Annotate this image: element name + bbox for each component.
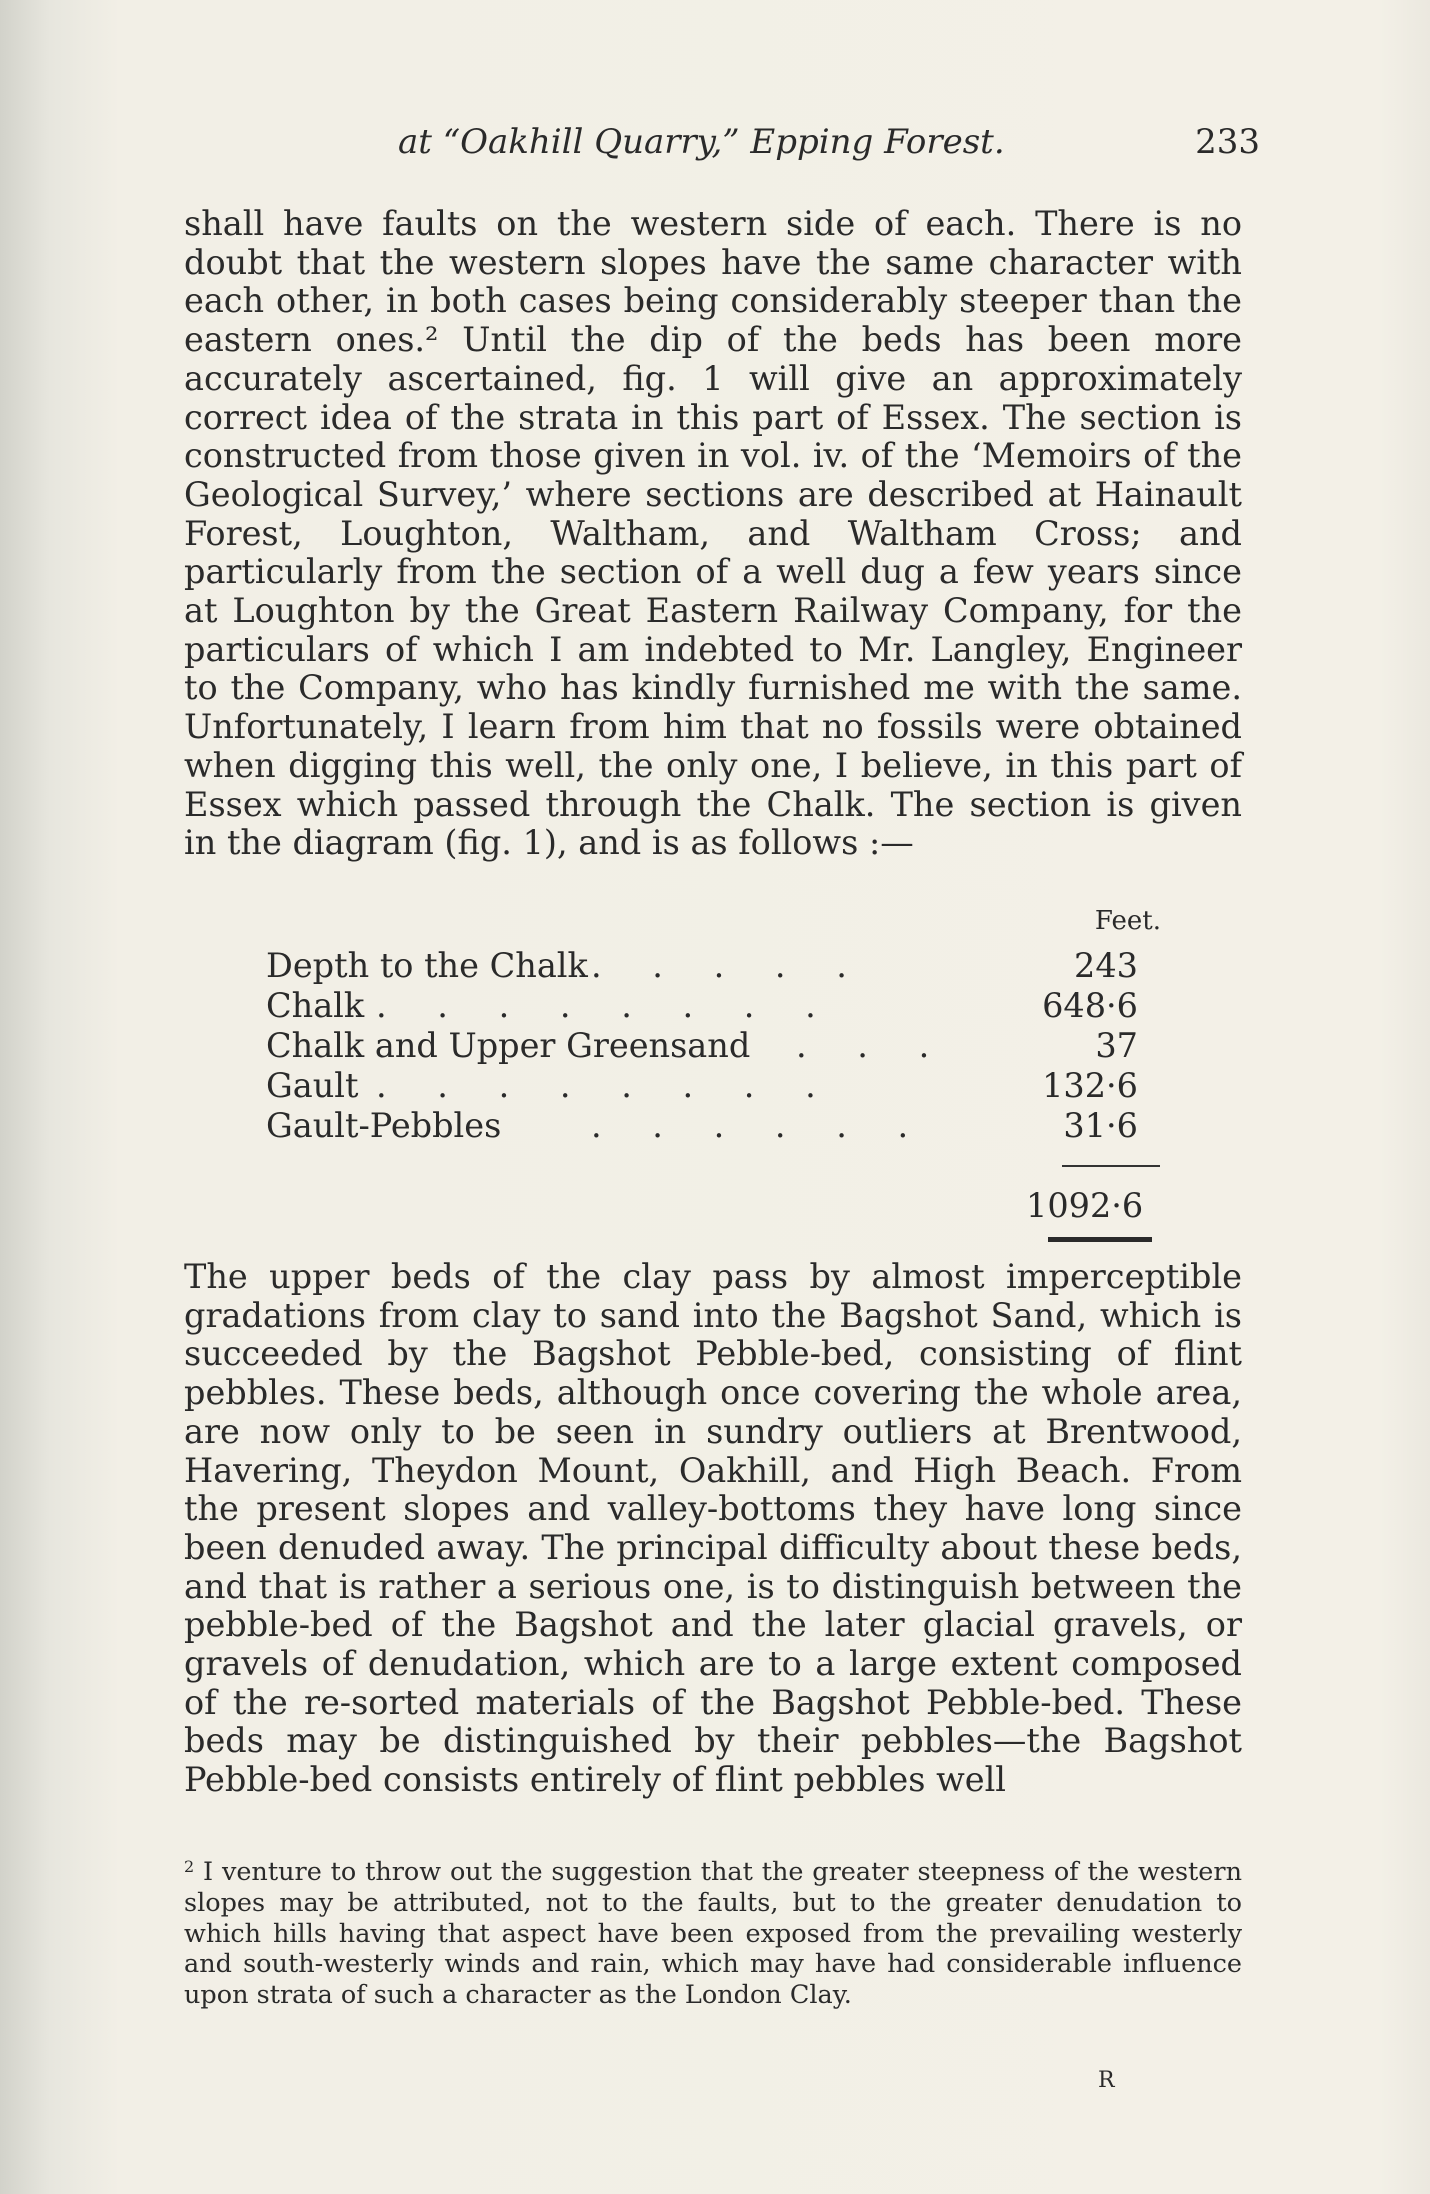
- depth-value: 132·6: [1042, 1066, 1138, 1105]
- leader-dots: . . . . . .: [591, 1106, 929, 1145]
- running-title: at “Oakhill Quarry,” Epping Forest.: [398, 122, 1005, 162]
- stratum-label: Gault-Pebbles: [266, 1106, 502, 1145]
- stratum-label: Gault: [266, 1066, 359, 1105]
- stratum-label: Depth to the Chalk: [266, 946, 588, 985]
- depth-value: 648·6: [1042, 986, 1138, 1025]
- stratum-label: Chalk and Upper Greensand: [266, 1026, 751, 1065]
- body-paragraph-1: shall have faults on the western side of each. There is no doubt that the western slopes have the same character with each other, in both cases being considerably steeper than the eastern ones.² Until the dip of the beds has been more accurately ascertained, fig. 1 will give an approximately correct idea of the strata in this part of Essex. The section is constructed from those given in vol. iv. of the ‘Memoirs of the Geological Survey,’ where sections are described at Hainault Forest, Loughton, Waltham, and Waltham Cross; and particularly from the section of a well dug a few years since at Loughton by the Great Eastern Railway Company, for the particulars of which I am indebted to Mr. Langley, Engineer to the Company, who has kindly furnished me with the same. Unfortunately, I learn from him that no fossils were obtained when digging this well, the only one, I believe, in this part of Essex which passed through the Chalk. The section is given in the diagram (fig. 1), and is as follows :—: [184, 204, 1242, 863]
- depth-value: 37: [1095, 1026, 1138, 1065]
- footnote: [184, 1852, 1242, 2011]
- unit-label: Feet.: [1094, 906, 1161, 936]
- footnote-text: I venture to throw out the suggestion that the greater steepness of the western slopes may be attributed, not to the faults, but to the greater denudation to which hills having that aspect have been exposed from the prevailing westerly and south-westerly winds and rain, which may have had considerable influence upon strata of such a character as the London Clay.: [184, 1857, 1242, 2011]
- stratum-label: Chalk: [266, 986, 365, 1025]
- table-row: [266, 1106, 1166, 1146]
- sum-rule: [1062, 1165, 1160, 1167]
- total-value: 1092·6: [1026, 1186, 1144, 1225]
- running-header: [398, 118, 1260, 166]
- table-row: [266, 1026, 1166, 1066]
- body-paragraph-2: The upper beds of the clay pass by almost imperceptible gradations from clay to sand into the Bagshot Sand, which is succeeded by the Bagshot Pebble-bed, consisting of flint pebbles. These beds, although once covering the whole area, are now only to be seen in sundry outliers at Brentwood, Havering, Theydon Mount, Oakhill, and High Beach. From the present slopes and valley-bottoms they have long since been denuded away. The principal difficulty about these beds, and that is rather a serious one, is to distinguish between the pebble-bed of the Bagshot and the later glacial gravels, or gravels of denudation, which are to a large extent composed of the re-sorted materials of the Bagshot Pebble-bed. These beds may be distinguished by their pebbles—the Bagshot Pebble-bed consists entirely of flint pebbles well: [184, 1257, 1242, 1800]
- leader-dots: . . . . . . . .: [376, 1066, 836, 1105]
- depth-value: 243: [1074, 946, 1138, 985]
- table-row: [266, 986, 1166, 1026]
- footnote-marker: 2: [184, 1857, 195, 1876]
- leader-dots: . . . . . . . .: [376, 986, 836, 1025]
- total-double-rule: [1048, 1237, 1152, 1242]
- page-number: 233: [1195, 122, 1260, 162]
- table-row: [266, 1066, 1166, 1106]
- signature-mark: R: [1098, 2068, 1115, 2093]
- depth-value: 31·6: [1063, 1106, 1138, 1145]
- leader-dots: . . .: [796, 1026, 950, 1065]
- table-row: [266, 946, 1166, 986]
- leader-dots: . . . . .: [591, 946, 867, 985]
